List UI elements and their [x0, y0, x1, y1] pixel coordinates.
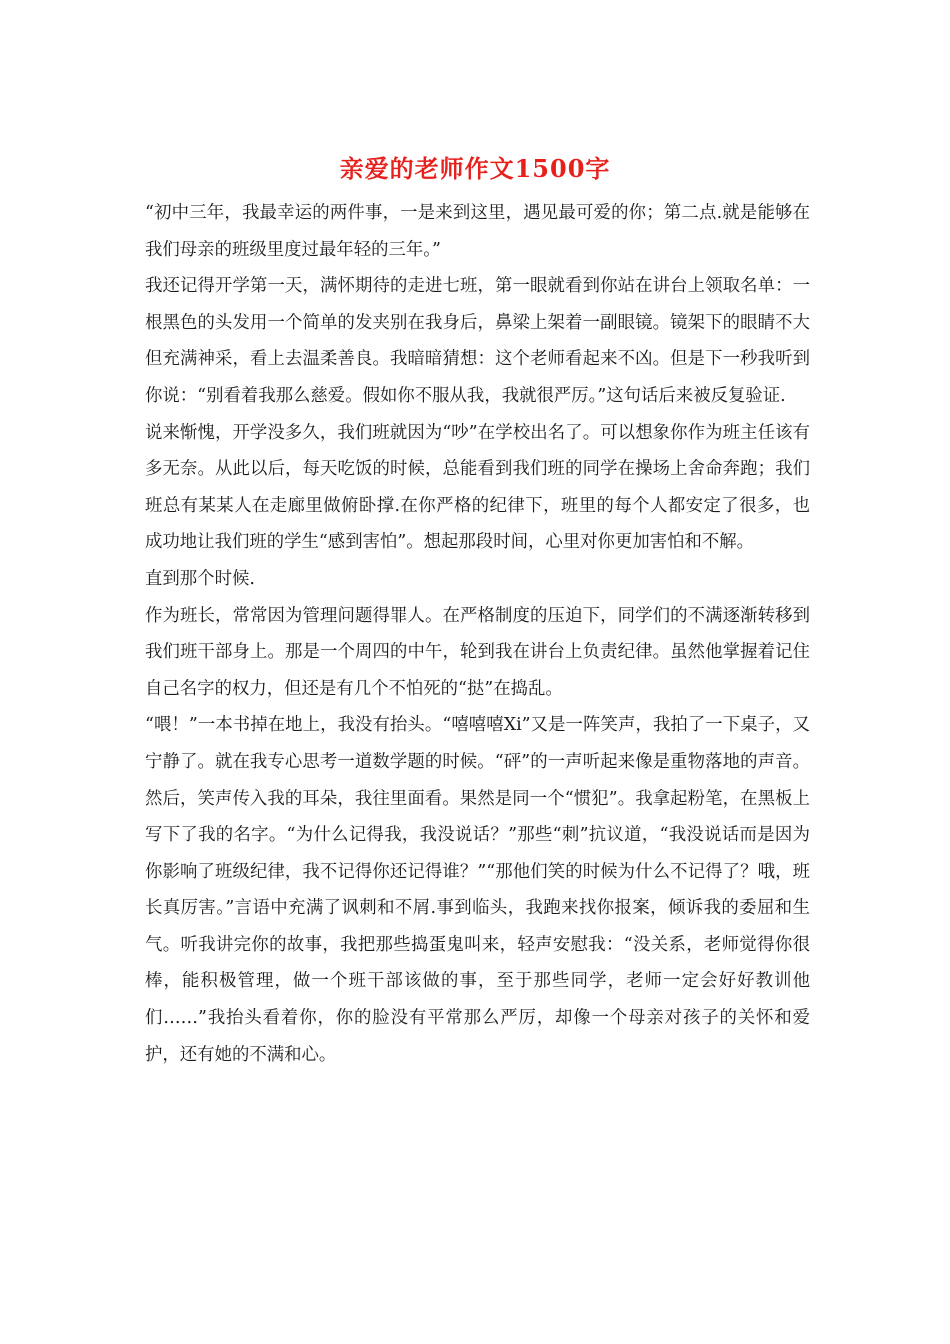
- document-body: [145, 195, 810, 1073]
- paragraph-5: 作为班长，常常因为管理问题得罪人。在严格制度的压迫下，同学们的不满逐渐转移到我们班干部身上。那是一个周四的中午，轮到我在讲台上负责纪律。虽然他掌握着记住自己名字的权力，但还是有几个不怕死的“挞”在捣乱。: [145, 605, 810, 699]
- paragraph-2: 我还记得开学第一天，满怀期待的走进七班，第一眼就看到你站在讲台上领取名单：一根黑色的头发用一个简单的发夹别在我身后，鼻梁上架着一副眼镜。镜架下的眼睛不大但充满神采，看上去温柔善良。我暗暗猜想：这个老师看起来不凶。但是下一秒我听到你说：“别看着我那么慈爱。假如你不服从我，我就很严厉。”这句话后来被反复验证.: [145, 276, 810, 406]
- paragraph-6: “喂！”一本书掉在地上，我没有抬头。“嘻嘻嘻Xi”又是一阵笑声，我拍了一下桌子，又宁静了。就在我专心思考一道数学题的时候。“砰”的一声听起来像是重物落地的声音。然后，笑声传入我的耳朵，我往里面看。果然是同一个“惯犯”。我拿起粉笔，在黑板上写下了我的名字。“为什么记得我，我没说话？”那些“刺”抗议道，“我没说话而是因为你影响了班级纪律，我不记得你还记得谁？”“那他们笑的时候为什么不记得了？哦，班长真厉害。”言语中充满了讽刺和不屑.事到临头，我跑来找你报案，倾诉我的委屈和生气。听我讲完你的故事，我把那些捣蛋鬼叫来，轻声安慰我：“没关系，老师觉得你很棒，能积极管理，做一个班干部该做的事，至于那些同学，老师一定会好好教训他们……”我抬头看着你，你的脸没有平常那么严厉，却像一个母亲对孩子的关怀和爱护，还有她的不满和心。: [145, 715, 810, 1065]
- document-title: 亲爱的老师作文1500字: [339, 154, 611, 183]
- paragraph-1: “初中三年，我最幸运的两件事，一是来到这里，遇见最可爱的你；第二点.就是能够在我们母亲的班级里度过最年轻的三年。”: [145, 203, 810, 260]
- paragraph-3: 说来惭愧，开学没多久，我们班就因为“吵”在学校出名了。可以想象你作为班主任该有多无奈。从此以后，每天吃饭的时候，总能看到我们班的同学在操场上舍命奔跑；我们班总有某某人在走廊里做俯卧撑.在你严格的纪律下，班里的每个人都安定了很多，也成功地让我们班的学生“感到害怕”。想起那段时间，心里对你更加害怕和不解。: [145, 422, 810, 553]
- paragraph-4: 直到那个时候.: [145, 568, 255, 589]
